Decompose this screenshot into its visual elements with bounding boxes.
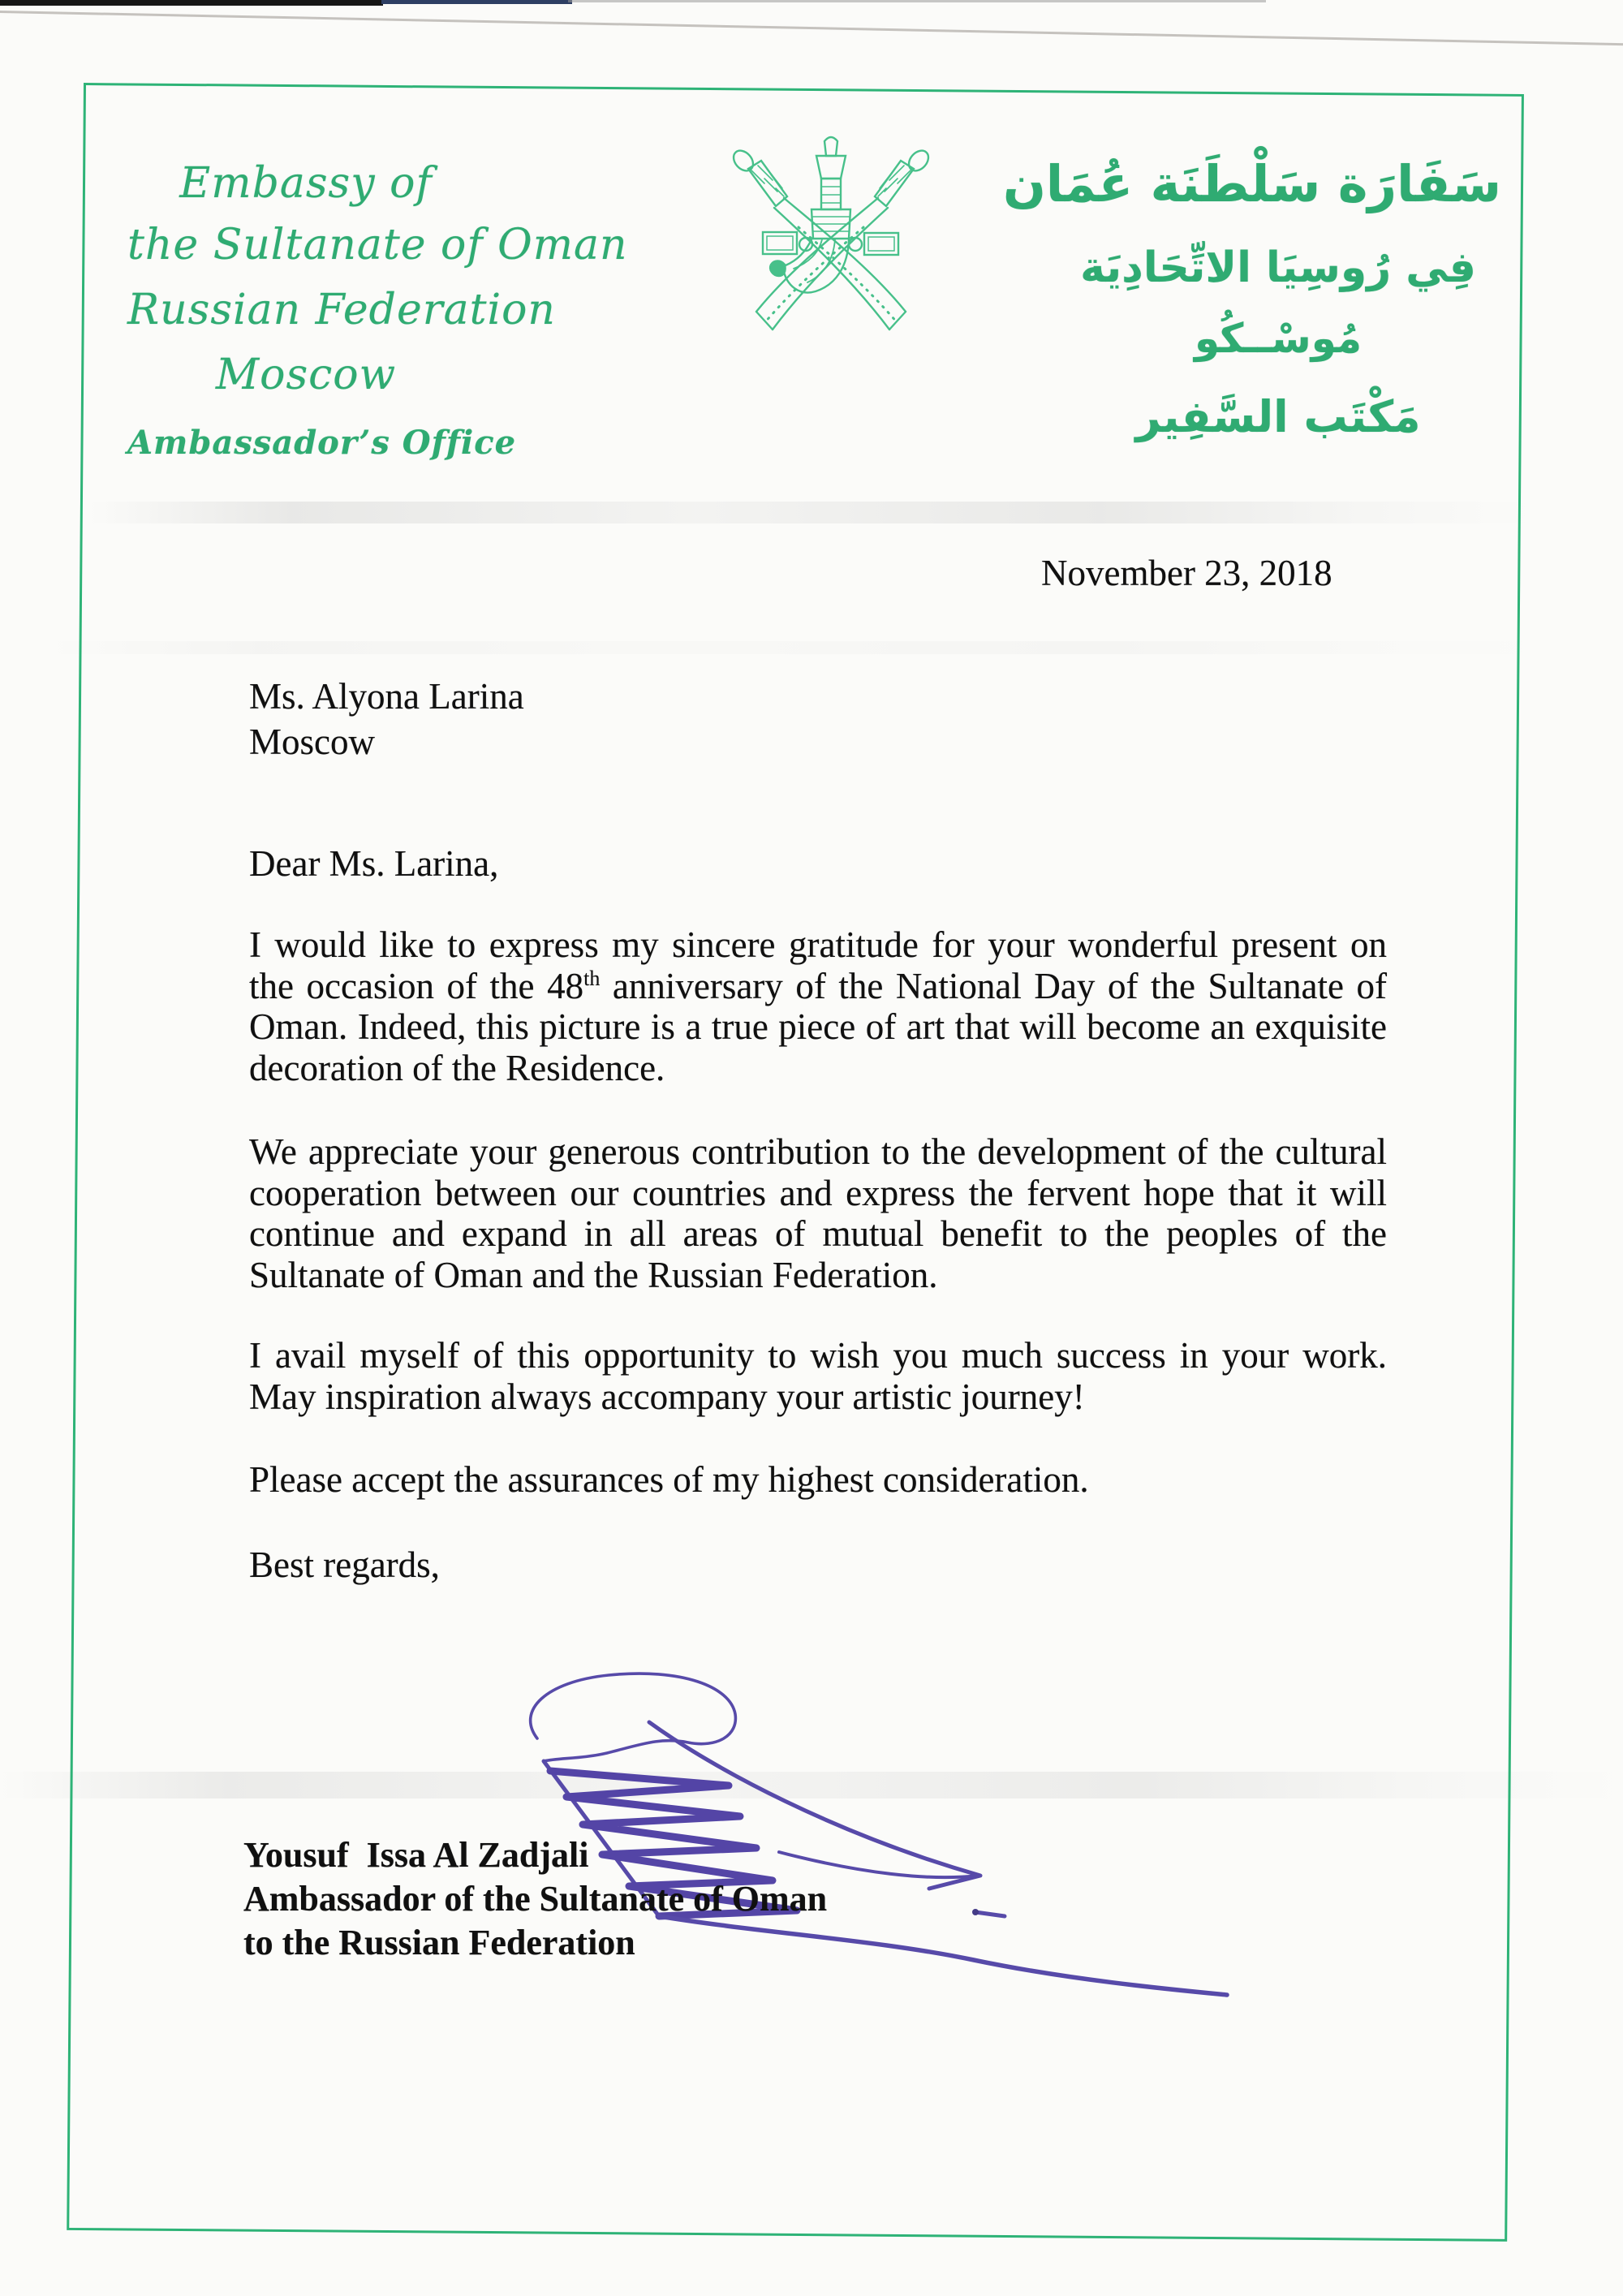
- scan-edge-artifact-gray: [568, 0, 1266, 2]
- paragraph-1-text: anniversary of the National Day of the Sultanate of Oman. Indeed, this picture is a true piece of art that will become an exquisite decoration of the Residence.: [249, 965, 1388, 1088]
- recipient-city: Moscow: [249, 722, 375, 762]
- embassy-script-line-1: Embassy of: [179, 159, 433, 208]
- salutation: Dear Ms. Larina,: [249, 843, 499, 884]
- scan-edge-artifact-blue: [381, 0, 572, 4]
- arabic-header-line-3: مُوسْــكُو: [1194, 315, 1363, 362]
- ordinal-superscript: th: [583, 966, 601, 990]
- signer-name: Yousuf Issa Al Zadjali: [243, 1835, 589, 1875]
- arabic-header-line-4: مَكْتَب السَّفِير: [1135, 391, 1421, 442]
- oman-emblem-icon: [703, 120, 959, 360]
- paragraph-3: I avail myself of this opportunity to wish you much success in your work. May inspiration always accompany your artistic journey!: [249, 1335, 1387, 1417]
- closing-phrase: Best regards,: [249, 1544, 440, 1585]
- paragraph-2: We appreciate your generous contribution to the development of the cultural cooperation between our countries and express the fervent hope that it will continue and expand in all areas of mutual benefit to the peoples of the Sultanate of Oman and the Russian Federation.: [249, 1131, 1387, 1295]
- paragraph-1: [249, 924, 1387, 1088]
- embassy-script-line-3: Russian Federation: [127, 286, 556, 334]
- recipient-name: Ms. Alyona Larina: [249, 676, 524, 717]
- scan-edge-artifact-dark: [0, 0, 383, 6]
- arabic-header-line-1: سَفَارَة سَلْطَنَة عُمَان: [1002, 154, 1501, 213]
- embassy-script-line-2: the Sultanate of Oman: [127, 221, 628, 269]
- embassy-script-line-4: Moscow: [215, 351, 397, 399]
- ambassadors-office-label: Ambassador’s Office: [127, 424, 517, 462]
- paragraph-4: Please accept the assurances of my highest consideration.: [249, 1459, 1089, 1500]
- paragraph-1-text: I would like to express my sincere gratitude for your wonderful present on the occasion of the 48: [249, 924, 1387, 1006]
- signer-title-line-1: Ambassador of the Sultanate of Oman: [243, 1879, 828, 1919]
- arabic-header-line-2: فِي رُوسِيَا الاتِّحَادِيَة: [1080, 243, 1476, 292]
- signer-title-line-2: to the Russian Federation: [243, 1923, 635, 1962]
- signature-ink-icon: [487, 1648, 1266, 2029]
- scan-stray-line: [0, 11, 1623, 45]
- letter-date: November 23, 2018: [1041, 553, 1332, 593]
